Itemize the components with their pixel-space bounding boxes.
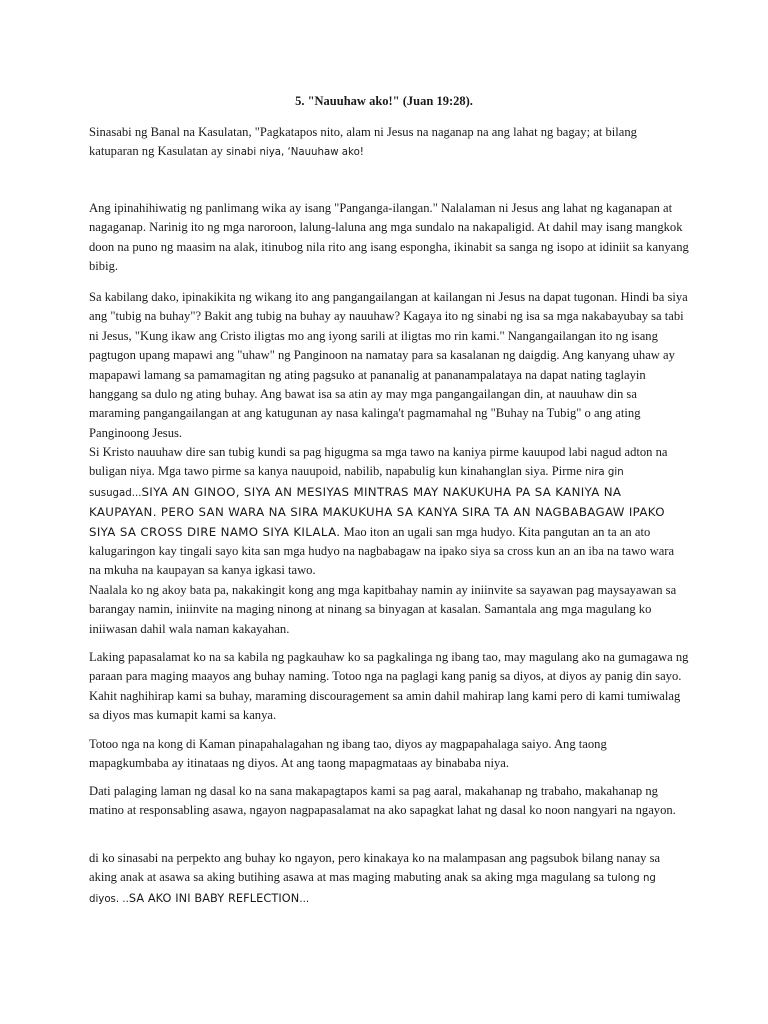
paragraph-7: Totoo nga na kong di Kaman pinapahalagahan ng ibang tao, diyos ay magpapahalaga saiyo. Ang taong mapagkumbaba ay itinataas ng diyos. At ang taong mapagmataas ay binababa niya. xyxy=(89,737,607,771)
paragraph-9-text-b: tulong ng diyos xyxy=(89,873,656,905)
paragraph-6: Laking papasalamat ko na sa kabila ng pagkauhaw ko sa pagkalinga ng ibang tao, may magulang ako na gumagawa ng paraan para maging maayos ang buhay naming. Totoo nga na paglagi kang panig sa diyos, at diyos ay panig din sayo. Kahit naghihirap kami sa buhay, maraming discouragement sa amin dahil mahirap lang kami pero di kami tumiwalag sa diyos mas kumapit kami sa kanya. xyxy=(89,650,689,723)
paragraph-4-caps: SIYA AN GINOO, SIYA AN MESIYAS MINTRAS MAY NAKUKUHA PA SA KANIYA NA KAUPAYAN. PERO SAN WARA NA SIRA MAKUKUHA SA KANYA SIRA TA AN NAGBABAGAW IPAKO SIYA SA CROSS DIRE NAMO SIYA KILALA. xyxy=(89,484,665,539)
paragraph-9-signoff: SA AKO INI BABY REFLECTION xyxy=(128,891,300,905)
paragraph-2: Ang ipinahihiwatig ng panlimang wika ay isang "Panganga-ilangan." Nalalaman ni Jesus ang lahat ng kaganapan at nagaganap. Narinig ito ng mga naroroon, lalung-laluna ang mga sundalo na nakapaligid. At dahil may isang mangkok doon na puno ng maasim na alak, itinubog nila rito ang isang espongha, ikinabit sa sanga ng isopo at idiniit sa kanyang bibig. xyxy=(89,201,689,274)
paragraph-intro-quote: sinabi niya, ‘Nauuhaw ako! xyxy=(226,147,364,159)
paragraph-4-text-a: Si Kristo nauuhaw dire san tubig kundi sa pag higugma sa mga tawo na kaniya pirme kauupod labi nagud adton na buligan niya. Mga tawo pirme sa kanya nauupoid, nabilib, napabulig kun kinahanglan siya. Pirme xyxy=(89,445,668,479)
paragraph-8: Dati palaging laman ng dasal ko na sana makapagtapos kami sa pag aaral, makahanap ng trabaho, makahanap ng matino at responsabling asawa, ngayon nagpapasalamat na ako sapagkat lahat ng dasal ko noon nangyari na ngayon. xyxy=(89,784,676,818)
paragraph-9 xyxy=(89,849,689,909)
paragraph-5: Naalala ko ng akoy bata pa, nakakingit kong ang mga kapitbahay namin ay iniinvite sa sayawan pag maysayawan sa barangay namin, iniinvite na maging ninong at ninang sa binyagan at kasalan. Samantala ang mga magulang ko iniiwasan dahil wala naman kakayahan. xyxy=(89,583,677,636)
paragraph-4 xyxy=(89,443,689,581)
paragraph-3: Sa kabilang dako, ipinakikita ng wikang ito ang pangangailangan at kailangan ni Jesus na dapat tugonan. Hindi ba siya ang "tubig na buhay"? Bakit ang tubig na buhay ay nauuhaw? Kagaya ito ng sinabi ng isa sa mga nakabayubay sa tabi ni Jesus, "Kung ikaw ang Cristo iligtas mo ang iyong sarili at iligtas mo rin kami." Nangangailangan ito ng isang pagtugon upang mapawi ang "uhaw" ng Panginoon na namatay para sa kasalanan ng daigdig. Ang kanyang uhaw ay mapapawi lamang sa pamamagitan ng ating pagsuko at pananalig at pananampalataya na dapat nating taglayin hanggang sa dulo ng ating buhay. Ang bawat isa sa atin ay may mga pangangailangan din, at nauuhaw din sa maraming pangangailangan at ang katugunan ay nasa kalinga't pagmamahal ng "Buhay na Tubig" o ang ating Panginoong Jesus. xyxy=(89,290,688,440)
paragraph-4-ellipsis: ... xyxy=(131,487,142,499)
paragraph-9-trailing-ellipsis: ... xyxy=(299,893,310,905)
paragraph-intro xyxy=(89,123,689,163)
document-title: 5. "Nauuhaw ako!" (Juan 19:28). xyxy=(295,94,473,108)
paragraph-intro-text: Sinasabi ng Banal na Kasulatan, "Pagkatapos nito, alam ni Jesus na naganap na ang lahat ng bagay; at bilang katuparan ng Kasulatan ay xyxy=(89,125,637,159)
paragraph-4-text-e: Mao iton an ugali san mga hudyo. Kita pangutan an ta an ato kalugaringon kay tingali sayo kita san mga hudyo na nagbabagaw na ipako siya sa cross kun an an iba na tawo wara na mkuha na kaupayan sa kanya igkasi tawo. xyxy=(89,524,675,578)
paragraph-9-text-a: di ko sinasabi na perpekto ang buhay ko ngayon, pero kinakaya ko na malampasan ang pagsubok bilang nanay sa aking anak at asawa sa aking butihing asawa at mas maging mabuting anak sa aking mga magulang sa xyxy=(89,851,661,885)
paragraph-4-text-b: nira gin susugad xyxy=(89,467,624,499)
paragraph-9-ellipsis: . .. xyxy=(115,893,129,905)
